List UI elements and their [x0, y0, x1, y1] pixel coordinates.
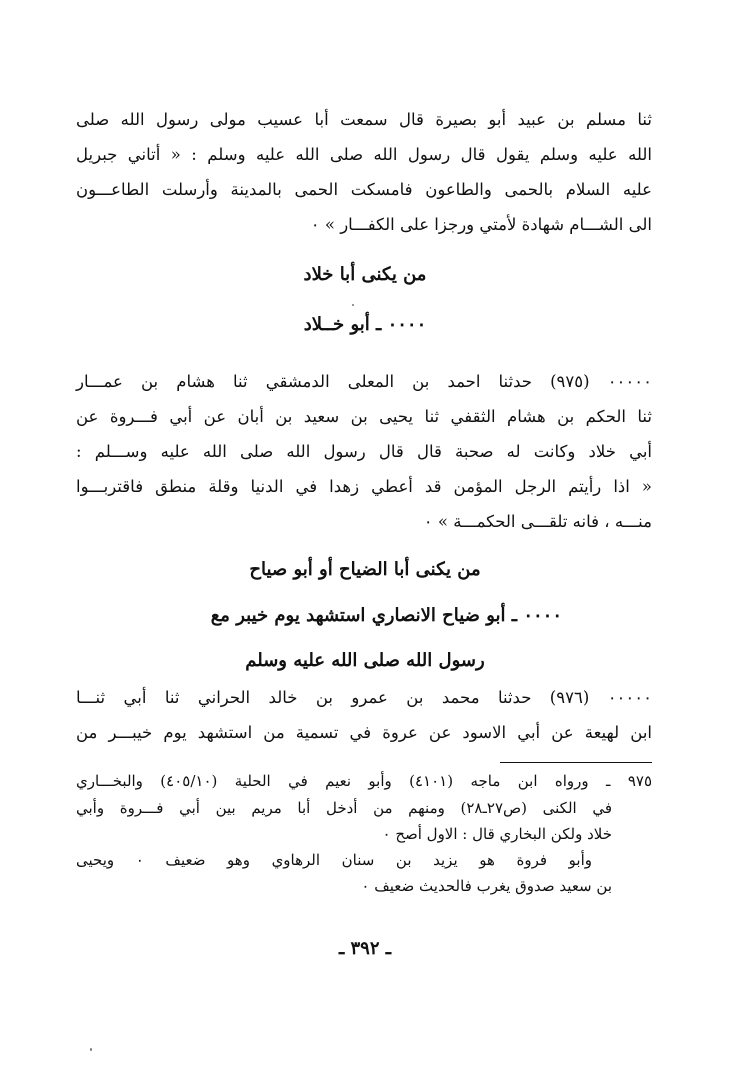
body-line: الى الشـــام شهادة لأمتي ورجزا على الكفـــار » ٠: [310, 215, 652, 234]
footnote-line: بن سعيد صدوق يغرب فالحديث ضعيف ٠: [361, 877, 612, 895]
hadith-line: منـــه ، فانه تلقـــى الحكمـــة » ٠: [423, 512, 652, 531]
section-heading: من يكنى أبا خلاد: [303, 264, 427, 285]
body-line: ثنا مسلم بن عبيد أبو بصيرة قال سمعت أبا عسيب مولى رسول الله صلى: [76, 110, 652, 129]
body-line: الله عليه وسلم يقول قال رسول الله صلى الله عليه وسلم : « أتاني جبريل: [76, 145, 652, 164]
hadith-line: « اذا رأيتم الرجل المؤمن قد أعطي زهدا في الدنيا وقلة منطق فاقتربـــوا: [76, 477, 652, 496]
footnote-line: وأبو فروة هو يزيد بن سنان الرهاوي وهو ضعيف ٠ ويحيى: [76, 851, 593, 869]
hadith-line: ٠٠٠٠٠ (٩٧٦) حدثنا محمد بن عمرو بن خالد الحراني ثنا أبي ثنـــا: [76, 688, 652, 707]
page-number: ـ ٣٩٢ ـ: [338, 938, 392, 959]
body-line: عليه السلام بالحمى والطاعون فامسكت الحمى بالمدينة وأرسلت الطاعـــون: [76, 180, 652, 199]
section-subheading: ٠٠٠٠ ـ أبو ضياح الانصاري استشهد يوم خيبر مع: [210, 605, 562, 626]
footnote-divider: [500, 762, 652, 763]
hadith-line: أبي خلاد وكانت له صحبة قال قال رسول الله صلى الله عليه وســـلم :: [76, 442, 652, 461]
footnote-line: في الكنى (ص٢٧ـ٢٨) ومنهم من أدخل أبا مريم بين أبي فـــروة وأبي: [76, 799, 612, 817]
section-subheading: رسول الله صلى الله عليه وسلم: [245, 650, 485, 671]
footnote-line: ٩٧٥ ـ ورواه ابن ماجه (٤١٠١) وأبو نعيم في الحلية (٤٠٥/١٠) والبخـــاري: [76, 772, 652, 790]
scan-speck: [90, 1048, 92, 1051]
section-heading: من يكنى أبا الضياح أو أبو صياح: [249, 559, 481, 580]
section-subheading: ٠٠٠٠ ـ أبو خــلاد: [303, 314, 427, 335]
scan-speck: [352, 304, 354, 306]
hadith-line: ثنا الحكم بن هشام الثقفي ثنا يحيى بن سعيد بن أبان عن أبي فـــروة عن: [76, 407, 652, 426]
footnote-line: خلاد ولكن البخاري قال : الاول أصح ٠: [382, 825, 612, 843]
hadith-line: ابن لهيعة عن أبي الاسود عن عروة في تسمية من استشهد يوم خيبـــر من: [76, 723, 652, 742]
hadith-line: ٠٠٠٠٠ (٩٧٥) حدثنا احمد بن المعلى الدمشقي ثنا هشام بن عمـــار: [76, 372, 652, 391]
